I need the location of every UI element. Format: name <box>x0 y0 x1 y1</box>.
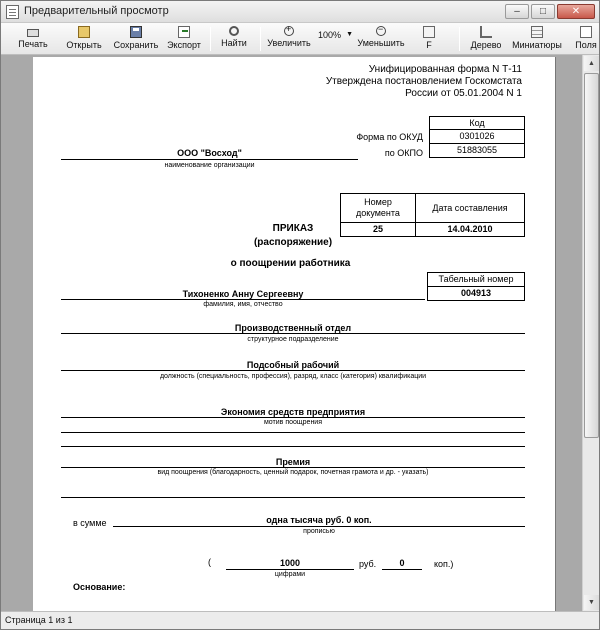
reward-extra-line <box>61 497 525 498</box>
zoom-out-label: Уменьшить <box>357 38 405 48</box>
thumbnails-button[interactable] <box>509 24 565 54</box>
scroll-up-icon[interactable]: ▲ <box>584 56 599 71</box>
page-info: Страница 1 из 1 <box>5 615 73 625</box>
kop-value: 0 <box>399 558 405 568</box>
scroll-down-icon[interactable]: ▼ <box>584 595 599 610</box>
order-subtitle: (распоряжение) <box>253 237 333 248</box>
toolbar-separator <box>260 27 261 51</box>
sum-digits-caption: цифрами <box>274 571 306 578</box>
basis-label: Основание: <box>73 582 126 592</box>
order-topic: о поощрении работника <box>230 258 351 269</box>
find-button[interactable] <box>215 24 253 54</box>
motive-caption: мотив поощрения <box>263 419 323 426</box>
fields-label: Поля <box>575 40 597 50</box>
vertical-scrollbar[interactable] <box>582 55 599 611</box>
okpo-value: 51883055 <box>429 143 525 158</box>
printer-icon <box>27 29 39 37</box>
org-underline <box>61 159 358 160</box>
zoom-out-button[interactable] <box>356 24 406 54</box>
form-name: Унифицированная форма N Т-11 <box>368 64 522 75</box>
export-button[interactable] <box>164 24 204 54</box>
binoculars-icon <box>229 26 239 36</box>
motive-underline <box>61 417 525 418</box>
okud-value: 0301026 <box>429 129 525 144</box>
code-header: Код <box>429 116 525 130</box>
okud-label: Форма по ОКУД <box>356 132 423 142</box>
print-button[interactable] <box>9 24 57 54</box>
sum-words: одна тысяча руб. 0 коп. <box>266 515 372 525</box>
folder-icon <box>78 26 90 38</box>
maximize-button[interactable]: □ <box>531 4 555 19</box>
close-button[interactable]: ✕ <box>557 4 595 19</box>
department-caption: структурное подразделение <box>247 336 339 343</box>
kop-underline <box>382 569 422 570</box>
toolbar-separator <box>459 27 460 51</box>
sum-words-caption: прописью <box>303 528 335 535</box>
kop-label: коп.) <box>434 559 454 569</box>
doc-date: 14.04.2010 <box>415 222 525 237</box>
sum-digits-underline <box>226 569 354 570</box>
document-icon <box>6 5 19 19</box>
fields-toggle-label: F <box>426 40 432 50</box>
department-underline <box>61 333 525 334</box>
find-label: Найти <box>221 38 247 48</box>
status-bar <box>1 611 599 629</box>
org-caption: наименование организации <box>164 162 255 169</box>
employee-caption: фамилия, имя, отчество <box>203 301 283 308</box>
approved-date: России от 05.01.2004 N 1 <box>405 88 522 99</box>
save-label: Сохранить <box>113 40 159 50</box>
approved-text: Утверждена постановлением Госкомстата <box>325 76 522 87</box>
order-title: ПРИКАЗ <box>272 223 314 234</box>
sum-digits: 1000 <box>279 558 301 568</box>
tree-button[interactable] <box>467 24 505 54</box>
position-value: Подсобный рабочий <box>246 360 340 370</box>
rub-label: руб. <box>359 559 377 569</box>
motive-extra-line <box>61 432 525 433</box>
position-caption: должность (специальность, профессия), разряд, класс (категория) квалификации <box>159 373 427 380</box>
dropdown-arrow-icon: ▼ <box>346 31 353 38</box>
zoom-value: 100% <box>318 30 342 40</box>
motive-extra-line <box>61 446 525 447</box>
floppy-icon <box>130 26 142 38</box>
doc-date-header: Дата составления <box>415 193 525 223</box>
tree-label: Дерево <box>470 40 502 50</box>
toolbar-separator <box>210 27 211 51</box>
window-title: Предварительный просмотр <box>24 5 169 17</box>
doc-number-header: Номер документа <box>340 193 416 223</box>
save-button[interactable] <box>109 24 163 54</box>
fields-button[interactable] <box>571 24 600 54</box>
sum-label: в сумме <box>73 518 107 528</box>
tab-number-header: Табельный номер <box>427 272 525 287</box>
zoom-in-label: Увеличить <box>267 38 311 48</box>
thumbnails-label: Миниатюры <box>512 40 562 50</box>
page-icon <box>423 26 435 38</box>
employee-name: Тихоненко Анну Сергеевну <box>182 289 304 299</box>
scrollbar-thumb[interactable] <box>584 73 599 438</box>
print-label: Печать <box>18 39 48 49</box>
title-bar <box>1 1 599 23</box>
zoom-select[interactable] <box>314 28 354 42</box>
organization-name: ООО "Восход" <box>177 148 242 158</box>
export-label: Экспорт <box>167 40 201 50</box>
preview-workspace <box>1 55 599 611</box>
tab-number: 004913 <box>427 286 525 301</box>
department-value: Производственный отдел <box>234 323 352 333</box>
export-icon <box>178 26 190 38</box>
zoom-in-icon <box>284 26 294 36</box>
reward-type: Премия <box>275 457 311 467</box>
window-controls <box>505 4 595 19</box>
employee-underline <box>61 299 425 300</box>
position-underline <box>61 370 525 371</box>
reward-underline <box>61 467 525 468</box>
fields-icon <box>580 26 592 38</box>
open-button[interactable] <box>61 24 107 54</box>
document-page <box>33 57 555 611</box>
open-paren: ( <box>208 557 211 567</box>
sum-words-underline <box>113 526 525 527</box>
open-label: Открыть <box>66 40 102 50</box>
zoom-in-button[interactable] <box>265 24 313 54</box>
okpo-label: по ОКПО <box>384 148 423 158</box>
toolbar <box>1 23 599 55</box>
reward-caption: вид поощрения (благодарность, ценный подарок, почетная грамота и др. - указать) <box>157 469 429 476</box>
zoom-out-icon <box>376 26 386 36</box>
thumbnails-icon <box>531 26 543 38</box>
fields-toggle-button[interactable] <box>418 24 440 54</box>
tree-icon <box>480 26 492 38</box>
doc-number: 25 <box>340 222 416 237</box>
motive-value: Экономия средств предприятия <box>220 407 366 417</box>
minimize-button[interactable]: ‒ <box>505 4 529 19</box>
